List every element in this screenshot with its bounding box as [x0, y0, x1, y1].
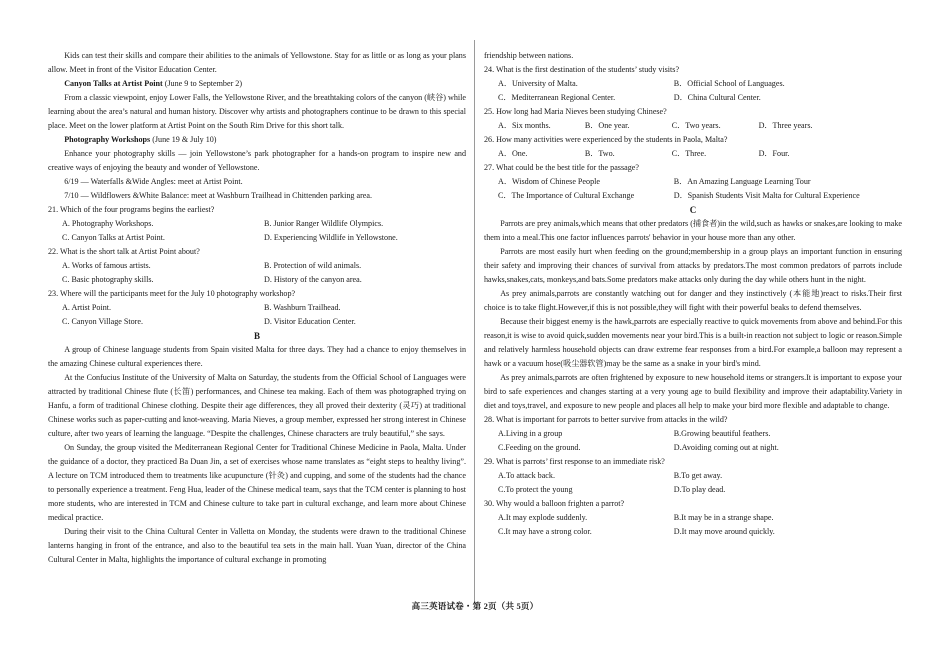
- option-c: C．The Importance of Cultural Exchange: [498, 191, 635, 200]
- option-c: C.To protect the young: [498, 485, 573, 494]
- program-title: Canyon Talks at Artist Point: [64, 79, 163, 88]
- option-d: D．Three years.: [758, 121, 813, 130]
- option-c: C.Feeding on the ground.: [498, 443, 581, 452]
- question-29: [484, 455, 902, 497]
- option-a: A．One.: [498, 149, 528, 158]
- left-column: [48, 49, 466, 567]
- question-text: 22. What is the short talk at Artist Point about?: [48, 247, 200, 256]
- option-a: A. Photography Workshops.: [62, 219, 154, 228]
- program-dates: (June 19 & July 10): [150, 135, 217, 144]
- program-title: Photography Workshops: [64, 135, 151, 144]
- option-c: C. Canyon Village Store.: [62, 317, 143, 326]
- option-a: A.To attack back.: [498, 471, 555, 480]
- question-23: [48, 287, 466, 329]
- option-d: D．China Cultural Center.: [673, 93, 761, 102]
- paragraph-continuation: friendship between nations.: [484, 51, 574, 60]
- option-a: A．Six months.: [498, 121, 551, 130]
- question-25: [484, 105, 902, 133]
- right-column: [484, 49, 902, 539]
- session-line: 6/19 — Waterfalls &Wide Angles: meet at Artist Point.: [64, 177, 243, 186]
- question-text: 25. How long had Maria Nieves been studying Chinese?: [484, 107, 667, 116]
- option-d: D.It may move around quickly.: [673, 527, 775, 536]
- program-dates: (June 9 to September 2): [162, 79, 243, 88]
- paragraph: From a classic viewpoint, enjoy Lower Falls, the Yellowstone River, and the breathtaking colors of the canyon (峡谷) while learning about the area’s natural and human history. Discover why artists and photographers continue to be drawn to this special place. Meet on the lower platform at Artist Point on the South Rim Drive for this short talk.: [48, 93, 466, 130]
- paragraph: During their visit to the China Cultural Center in Valletta on Monday, the students were drawn to the traditional Chinese lanterns hanging in front of the entrance, and also to the beautiful tea sets in the main hall. Yuan Yuan, director of the China Cultural Center in Malta, highlights the importance of cultural exchange in promoting: [48, 527, 466, 564]
- question-text: 26. How many activities were experienced by the students in Paola, Malta?: [484, 135, 728, 144]
- option-d: D．Four.: [758, 149, 790, 158]
- question-text: 30. Why would a balloon frighten a parrot?: [484, 499, 625, 508]
- option-c: C. Canyon Talks at Artist Point.: [62, 233, 165, 242]
- option-b: B. Washburn Trailhead.: [264, 303, 341, 312]
- paragraph: A group of Chinese language students from Spain visited Malta for three days. They had a chance to enjoy themselves in the amazing Chinese cultural experiences there.: [48, 345, 466, 368]
- option-d: D．Spanish Students Visit Malta for Cultural Experience: [673, 191, 860, 200]
- option-b: B. Protection of wild animals.: [264, 261, 362, 270]
- option-c: C. Basic photography skills.: [62, 275, 154, 284]
- option-d: D.To play dead.: [673, 485, 726, 494]
- paragraph: As prey animals,parrots are often frightened by exposure to new household items or strangers.It is important to expose your bird to safe experiences and changes starting at a very young age to build flexibility and improve their adaptability.Variety in diet and toys,travel, and exposure to new people and places all help to make your bird more flexible and adaptable to change.: [484, 373, 902, 410]
- option-a: A. Works of famous artists.: [62, 261, 151, 270]
- session-line: 7/10 — Wildflowers &White Balance: meet at Washburn Trailhead in Chittenden parking area.: [64, 191, 372, 200]
- paragraph: Parrots are prey animals,which means that other predators (捕食者)in the wild,such as hawks or snakes,are looking to make them into a meal.This one factor influences parrots' behavior in your house more than any other.: [484, 219, 902, 242]
- option-b: B.Growing beautiful feathers.: [673, 429, 771, 438]
- question-text: 28. What is important for parrots to better survive from attacks in the wild?: [484, 415, 728, 424]
- question-30: [484, 497, 902, 539]
- paragraph: At the Confucius Institute of the University of Malta on Saturday, the students from the Official School of Languages were attracted by traditional Chinese flute (长笛) performances, and Chinese tea making. Each of them was photographed trying on Hanfu, a form of traditional Chinese clothing. Despite their age differences, they all proved their dexterity (灵巧) at traditional Chinese works such as paper-cutting and knot-weaving. Maria Nieves, a group member, expressed her strong interest in Chinese culture, after two years of learning the language. “Despite the challenges, Chinese characters are truly beautiful,” she says.: [48, 373, 466, 438]
- question-26: [484, 133, 902, 161]
- paragraph: As prey animals,parrots are constantly watching out for danger and they instinctively (本能地)react to risks.Their first choice is to take flight.However,if this is not possible,they will fight with their powerful beaks to defend themselves.: [484, 289, 902, 312]
- column-divider: [474, 40, 475, 604]
- question-text: 29. What is parrots’ first response to an immediate risk?: [484, 457, 665, 466]
- option-d: D.Avoiding coming out at night.: [673, 443, 779, 452]
- option-b: B．One year.: [584, 121, 630, 130]
- option-a: A．Wisdom of Chinese People: [498, 177, 600, 186]
- option-a: A. Artist Point.: [62, 303, 112, 312]
- option-b: B.To get away.: [673, 471, 723, 480]
- option-b: B.It may be in a strange shape.: [673, 513, 774, 522]
- option-c: C．Three.: [671, 149, 707, 158]
- section-heading-c: C: [689, 205, 697, 215]
- section-heading-b: B: [253, 331, 260, 341]
- question-22: [48, 245, 466, 287]
- page-footer: 高三英语试卷・第 2页（共 5页）: [411, 601, 539, 611]
- paragraph: Parrots are most easily hurt when feeding on the ground;membership in a group plays an important function in ensuring their safety and improving their chances of survival from attacks by predators.The most common predators of parrots include hawks,snakes,cats, monkeys,and bats.Some predators make attacks only during the day while others hunt in the night.: [484, 247, 902, 284]
- option-a: A．University of Malta.: [498, 79, 578, 88]
- option-a: A.Living in a group: [498, 429, 563, 438]
- option-b: B. Junior Ranger Wildlife Olympics.: [264, 219, 384, 228]
- question-24: [484, 63, 902, 105]
- question-27: [484, 161, 902, 203]
- option-b: B．An Amazing Language Learning Tour: [673, 177, 811, 186]
- option-d: D. Experiencing Wildlife in Yellowstone.: [264, 233, 398, 242]
- option-b: B．Two.: [584, 149, 615, 158]
- paragraph: Because their biggest enemy is the hawk,parrots are especially reactive to quick movements from above and behind.For this reason,it is wise to avoid quick,sudden movements near your bird.This is a built-in reaction not subject to logic or reason.Simple and relatively harmless household objects can draw extreme fear responses from a bird.For example,a balloon may represent a hawk or a vacuum hose(吸尘器软管)may be the same as a snake in your bird's mind.: [484, 317, 902, 368]
- option-a: A.It may explode suddenly.: [498, 513, 588, 522]
- option-b: B．Official School of Languages.: [673, 79, 785, 88]
- program-heading-canyon: [48, 77, 466, 91]
- program-heading-photo: [48, 133, 466, 147]
- option-c: C．Two years.: [671, 121, 721, 130]
- option-d: D. Visitor Education Center.: [264, 317, 356, 326]
- question-text: 27. What could be the best title for the passage?: [484, 163, 639, 172]
- option-c: C．Mediterranean Regional Center.: [498, 93, 616, 102]
- paragraph: On Sunday, the group visited the Mediterranean Regional Center for Traditional Chinese Medicine in Paola, Malta. Under the guidance of a doctor, they practiced Ba Duan Jin, a set of exercises whose name translates as “eight steps to healthy living”. A lecture on TCM introduced them to treatments like acupuncture (针灸) and cupping, and some of the students had the chance to personally experience a treatment. Feng Hua, leader of the Chinese medical team, says that the TCM center is planning to host more students, who are interested in TCM and Chinese culture to take part in cultural exchange, and learn more about Chinese medical practice.: [48, 443, 466, 522]
- question-21: [48, 203, 466, 245]
- question-text: 23. Where will the participants meet for the July 10 photography workshop?: [48, 289, 296, 298]
- question-28: [484, 413, 902, 455]
- question-text: 24. What is the first destination of the students’ study visits?: [484, 65, 680, 74]
- question-text: 21. Which of the four programs begins the earliest?: [48, 205, 215, 214]
- option-c: C.It may have a strong color.: [498, 527, 592, 536]
- option-d: D. History of the canyon area.: [264, 275, 362, 284]
- paragraph: Kids can test their skills and compare their abilities to the animals of Yellowstone. Stay for as little or as long as your plans allow. Meet in front of the Visitor Education Center.: [48, 51, 466, 74]
- paragraph: Enhance your photography skills — join Yellowstone’s park photographer for a hands-on program to inspire new and creative ways of enjoying the beauty and wonder of Yellowstone.: [48, 149, 466, 172]
